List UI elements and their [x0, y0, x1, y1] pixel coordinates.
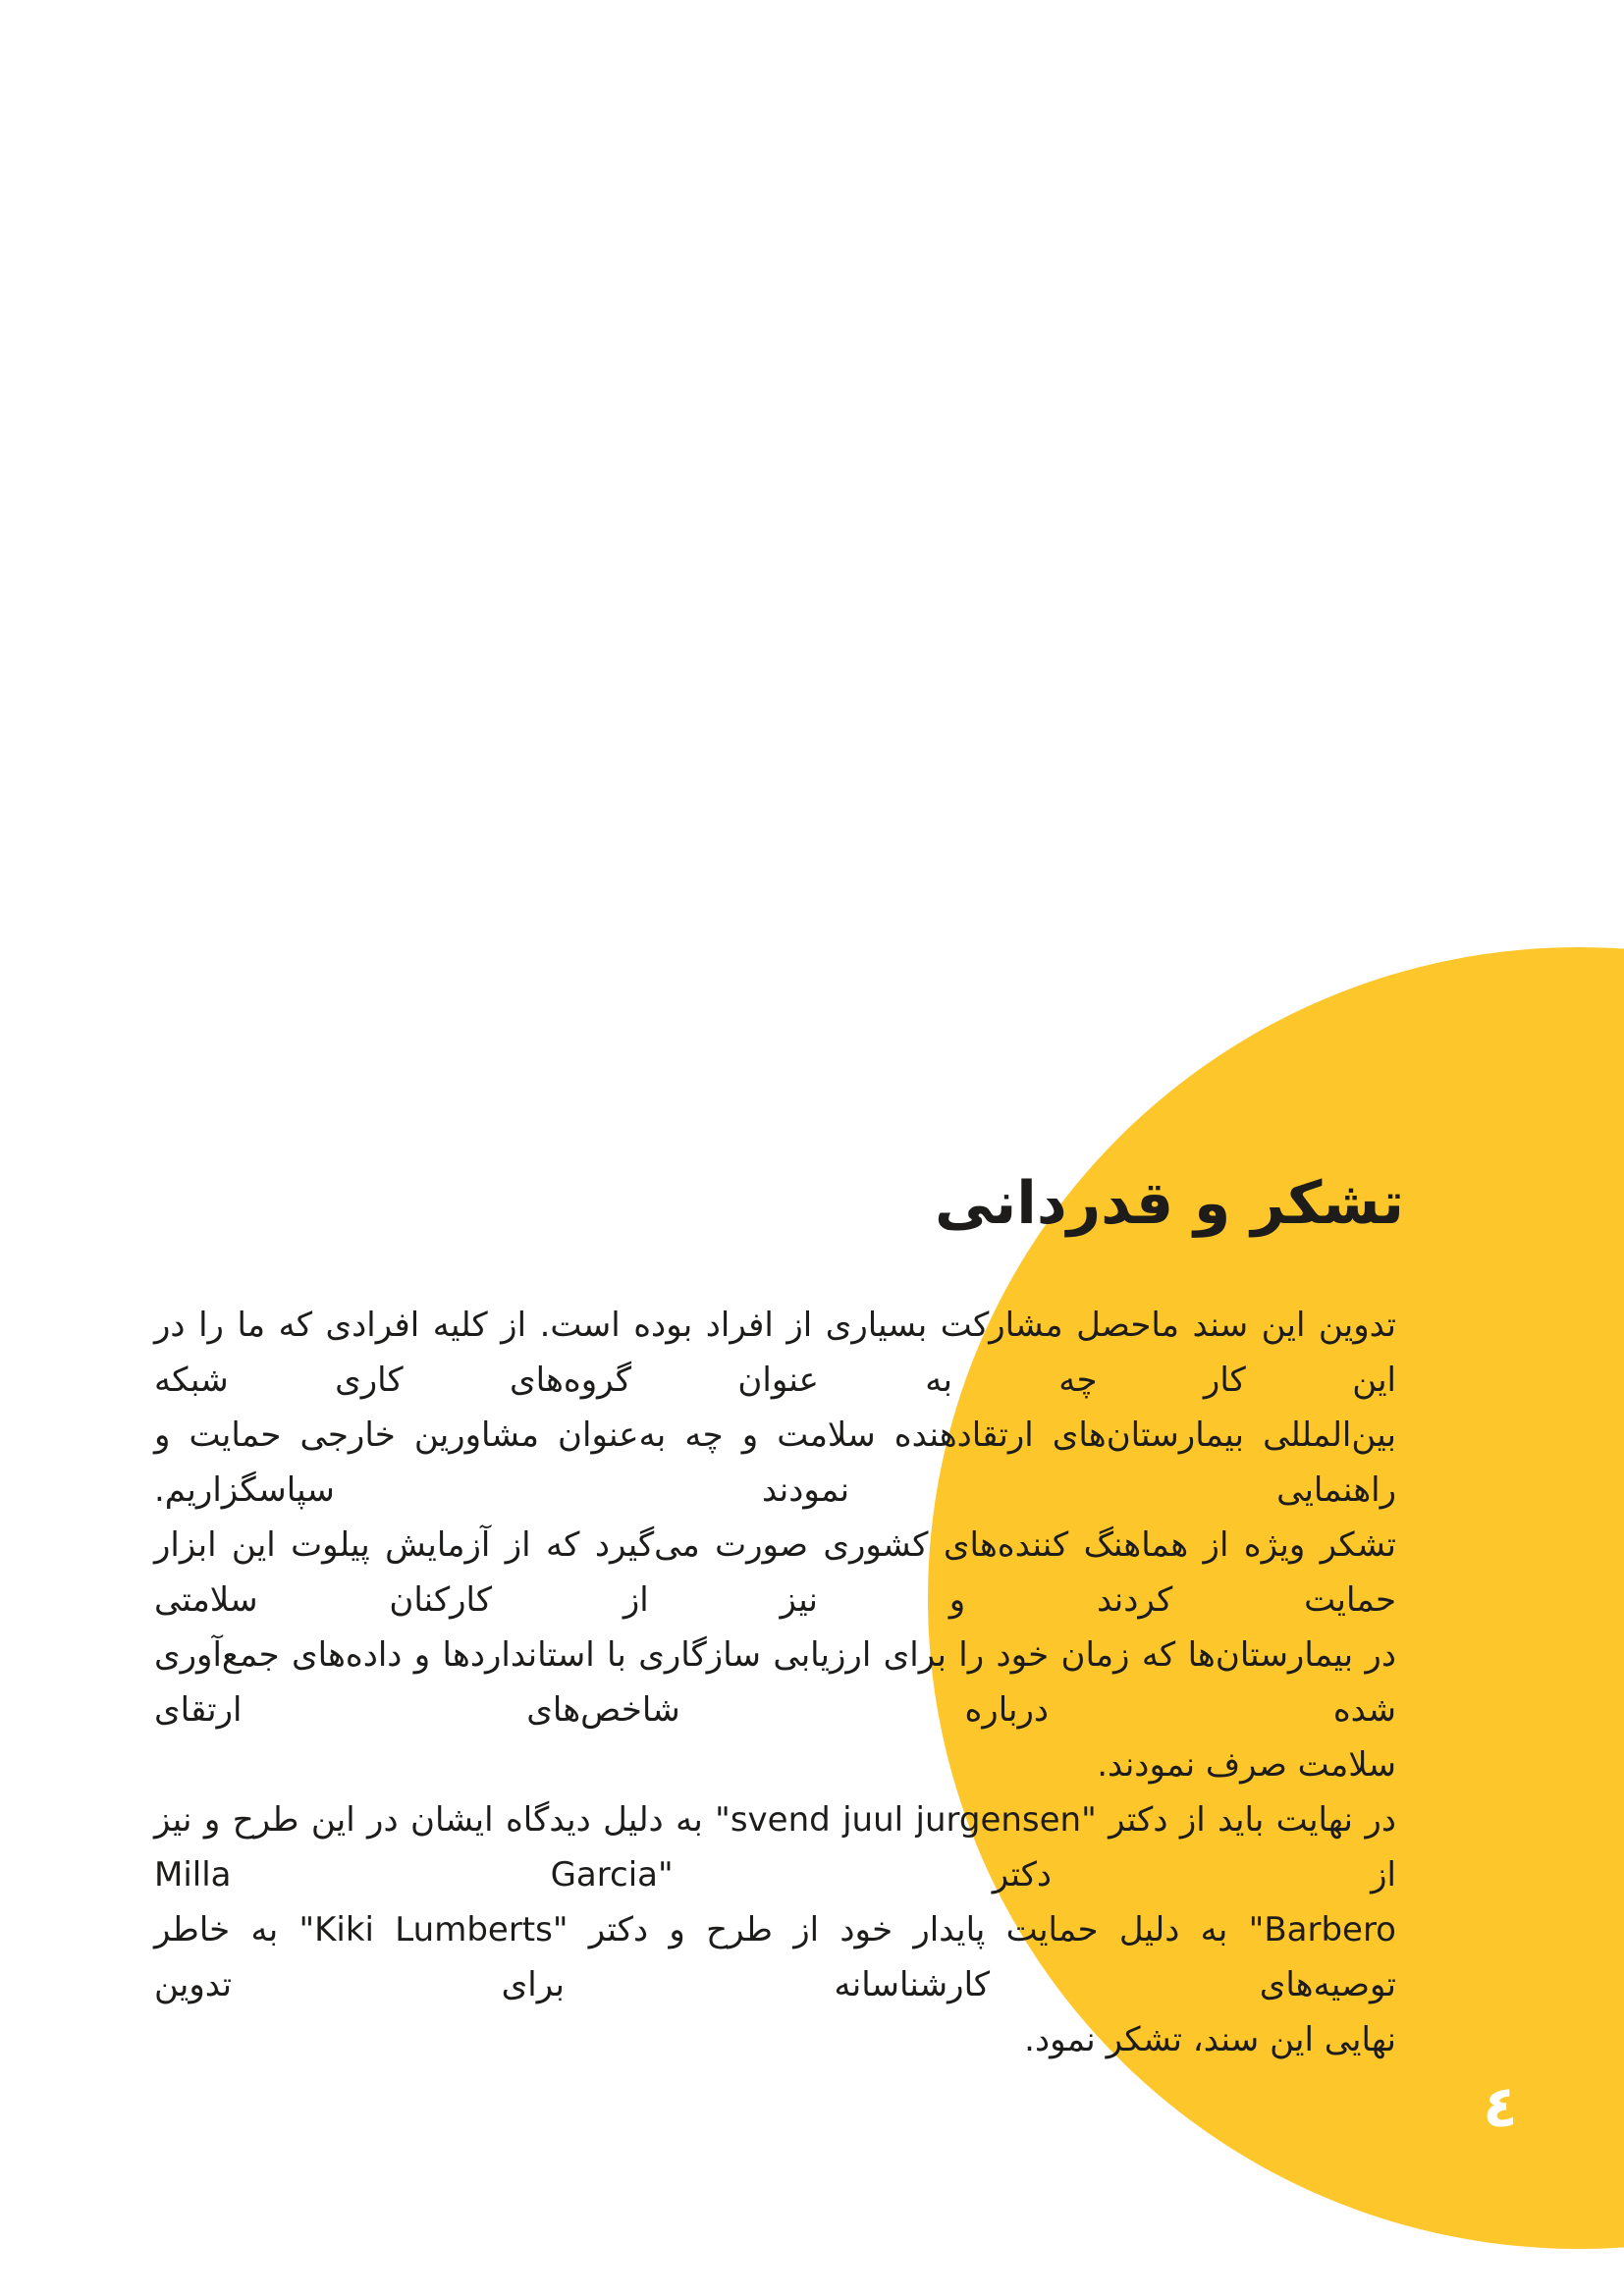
page-title: تشکر و قدردانی	[935, 1169, 1404, 1238]
text-line: بین‌المللی بیمارستان‌های ارتقادهنده سلامت و چه به‌عنوان مشاورین خارجی حمایت و راهنمایی نمودند سپاسگزاریم.	[154, 1415, 1396, 1510]
text-line: نهایی این سند، تشکر نمود.	[1024, 2020, 1396, 2059]
paragraph-2	[154, 1518, 1396, 1792]
paragraph-1	[154, 1298, 1396, 1518]
text-line: در نهایت باید از دکتر "svend juul jurgensen" به دلیل دیدگاه ایشان در این طرح و نیز از دکتر "Milla Garcia	[154, 1800, 1396, 1895]
text-line: تشکر ویژه از هماهنگ کننده‌های کشوری صورت می‌گیرد که از آزمایش پیلوت این ابزار حمایت کردند و نیز از کارکنان سلامتی	[154, 1525, 1396, 1620]
page-number: ٤	[1483, 2073, 1518, 2140]
paragraph-3	[154, 1792, 1396, 2067]
text-line: تدوین این سند ماحصل مشارکت بسیاری از افراد بوده است. از کلیه افرادی که ما را در این کار چه به عنوان گروه‌های کاری شبکه	[154, 1306, 1396, 1400]
text-line: در بیمارستان‌ها که زمان خود را برای ارزیابی سازگاری با استانداردها و داده‌های جمع‌آوری شده درباره شاخص‌های ارتقای	[154, 1635, 1396, 1730]
text-line: سلامت صرف نمودند.	[1097, 1745, 1396, 1785]
text-line: Barbero" به دلیل حمایت پایدار خود از طرح و دکتر "Kiki Lumberts" به خاطر توصیه‌های کارشناسانه برای تدوین	[154, 1910, 1396, 2004]
acknowledgment-text	[154, 1298, 1396, 2067]
